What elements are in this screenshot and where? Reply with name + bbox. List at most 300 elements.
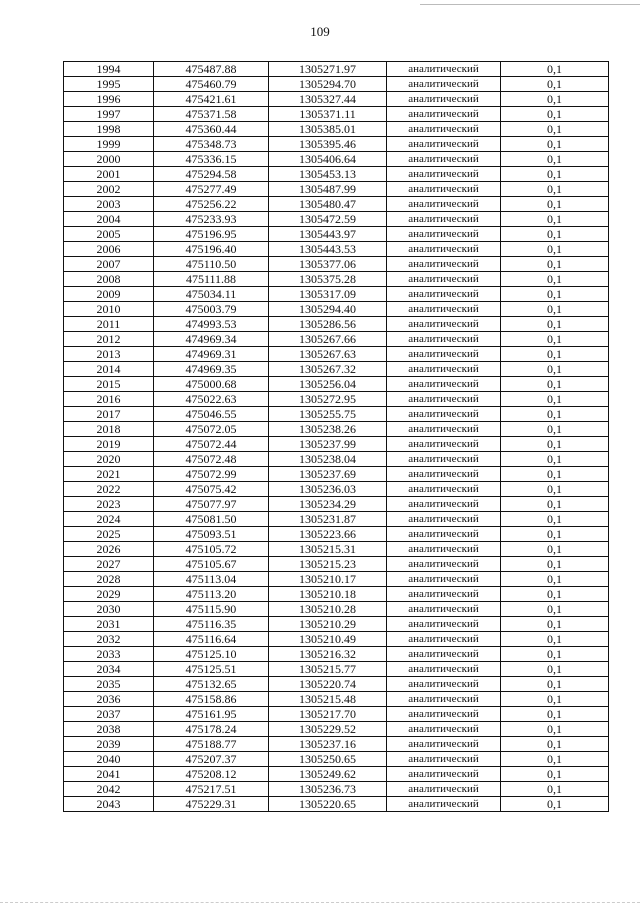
cell-point-number: 2009 (64, 287, 154, 302)
cell-x-coordinate: 475072.44 (154, 437, 269, 452)
cell-y-coordinate: 1305216.32 (269, 647, 387, 662)
cell-method: аналитический (387, 752, 501, 767)
cell-y-coordinate: 1305217.70 (269, 707, 387, 722)
cell-method: аналитический (387, 437, 501, 452)
table-row (64, 752, 609, 767)
cell-method: аналитический (387, 647, 501, 662)
table-row (64, 782, 609, 797)
cell-accuracy: 0,1 (501, 572, 609, 587)
cell-y-coordinate: 1305215.77 (269, 662, 387, 677)
cell-y-coordinate: 1305215.23 (269, 557, 387, 572)
cell-x-coordinate: 475081.50 (154, 512, 269, 527)
cell-method: аналитический (387, 362, 501, 377)
cell-point-number: 1995 (64, 77, 154, 92)
cell-accuracy: 0,1 (501, 287, 609, 302)
table-row (64, 722, 609, 737)
cell-point-number: 1994 (64, 62, 154, 77)
cell-method: аналитический (387, 542, 501, 557)
cell-x-coordinate: 475336.15 (154, 152, 269, 167)
cell-point-number: 2018 (64, 422, 154, 437)
cell-method: аналитический (387, 497, 501, 512)
cell-point-number: 2028 (64, 572, 154, 587)
cell-point-number: 2008 (64, 272, 154, 287)
cell-x-coordinate: 475277.49 (154, 182, 269, 197)
cell-point-number: 2043 (64, 797, 154, 812)
cell-y-coordinate: 1305375.28 (269, 272, 387, 287)
cell-accuracy: 0,1 (501, 392, 609, 407)
page-number: 109 (310, 24, 330, 39)
cell-point-number: 2012 (64, 332, 154, 347)
cell-x-coordinate: 475105.72 (154, 542, 269, 557)
cell-y-coordinate: 1305453.13 (269, 167, 387, 182)
cell-method: аналитический (387, 587, 501, 602)
table-row (64, 677, 609, 692)
cell-method: аналитический (387, 62, 501, 77)
cell-x-coordinate: 475348.73 (154, 137, 269, 152)
cell-x-coordinate: 474969.34 (154, 332, 269, 347)
table-row (64, 602, 609, 617)
cell-point-number: 2004 (64, 212, 154, 227)
cell-point-number: 2005 (64, 227, 154, 242)
cell-accuracy: 0,1 (501, 332, 609, 347)
cell-point-number: 1996 (64, 92, 154, 107)
cell-y-coordinate: 1305210.18 (269, 587, 387, 602)
cell-x-coordinate: 475046.55 (154, 407, 269, 422)
cell-accuracy: 0,1 (501, 182, 609, 197)
cell-method: аналитический (387, 317, 501, 332)
cell-method: аналитический (387, 482, 501, 497)
cell-y-coordinate: 1305327.44 (269, 92, 387, 107)
cell-accuracy: 0,1 (501, 302, 609, 317)
cell-x-coordinate: 475294.58 (154, 167, 269, 182)
table-row (64, 317, 609, 332)
cell-method: аналитический (387, 272, 501, 287)
cell-point-number: 2013 (64, 347, 154, 362)
table-row (64, 392, 609, 407)
cell-point-number: 2011 (64, 317, 154, 332)
cell-method: аналитический (387, 257, 501, 272)
cell-point-number: 2010 (64, 302, 154, 317)
cell-method: аналитический (387, 407, 501, 422)
cell-accuracy: 0,1 (501, 677, 609, 692)
cell-x-coordinate: 475188.77 (154, 737, 269, 752)
cell-x-coordinate: 475487.88 (154, 62, 269, 77)
cell-y-coordinate: 1305231.87 (269, 512, 387, 527)
cell-accuracy: 0,1 (501, 212, 609, 227)
table-row (64, 707, 609, 722)
cell-accuracy: 0,1 (501, 197, 609, 212)
cell-x-coordinate: 475158.86 (154, 692, 269, 707)
cell-method: аналитический (387, 737, 501, 752)
cell-x-coordinate: 475207.37 (154, 752, 269, 767)
cell-point-number: 2024 (64, 512, 154, 527)
cell-point-number: 2026 (64, 542, 154, 557)
table-row (64, 212, 609, 227)
table-row (64, 242, 609, 257)
cell-y-coordinate: 1305294.40 (269, 302, 387, 317)
cell-method: аналитический (387, 782, 501, 797)
table-row (64, 527, 609, 542)
table-row (64, 587, 609, 602)
cell-accuracy: 0,1 (501, 797, 609, 812)
cell-x-coordinate: 475460.79 (154, 77, 269, 92)
scan-edge-line-bottom (0, 902, 640, 903)
cell-method: аналитический (387, 152, 501, 167)
cell-y-coordinate: 1305377.06 (269, 257, 387, 272)
cell-accuracy: 0,1 (501, 317, 609, 332)
table-row (64, 362, 609, 377)
cell-point-number: 2016 (64, 392, 154, 407)
cell-accuracy: 0,1 (501, 62, 609, 77)
cell-method: аналитический (387, 197, 501, 212)
cell-method: аналитический (387, 137, 501, 152)
cell-point-number: 2021 (64, 467, 154, 482)
table-row (64, 137, 609, 152)
cell-accuracy: 0,1 (501, 632, 609, 647)
cell-y-coordinate: 1305443.53 (269, 242, 387, 257)
cell-point-number: 1999 (64, 137, 154, 152)
cell-method: аналитический (387, 632, 501, 647)
table-row (64, 92, 609, 107)
cell-method: аналитический (387, 377, 501, 392)
cell-x-coordinate: 474993.53 (154, 317, 269, 332)
cell-y-coordinate: 1305223.66 (269, 527, 387, 542)
cell-method: аналитический (387, 467, 501, 482)
cell-accuracy: 0,1 (501, 107, 609, 122)
cell-point-number: 2007 (64, 257, 154, 272)
cell-method: аналитический (387, 452, 501, 467)
table-row (64, 647, 609, 662)
cell-x-coordinate: 475256.22 (154, 197, 269, 212)
cell-point-number: 2042 (64, 782, 154, 797)
cell-y-coordinate: 1305267.66 (269, 332, 387, 347)
cell-point-number: 2033 (64, 647, 154, 662)
cell-accuracy: 0,1 (501, 377, 609, 392)
cell-y-coordinate: 1305443.97 (269, 227, 387, 242)
cell-x-coordinate: 475116.35 (154, 617, 269, 632)
cell-accuracy: 0,1 (501, 452, 609, 467)
table-row (64, 617, 609, 632)
coordinates-table (63, 61, 609, 812)
cell-method: аналитический (387, 602, 501, 617)
cell-point-number: 2037 (64, 707, 154, 722)
cell-method: аналитический (387, 707, 501, 722)
cell-x-coordinate: 475077.97 (154, 497, 269, 512)
table-row (64, 272, 609, 287)
cell-point-number: 2017 (64, 407, 154, 422)
cell-x-coordinate: 474969.35 (154, 362, 269, 377)
cell-method: аналитический (387, 302, 501, 317)
cell-method: аналитический (387, 92, 501, 107)
cell-x-coordinate: 475111.88 (154, 272, 269, 287)
cell-accuracy: 0,1 (501, 512, 609, 527)
cell-method: аналитический (387, 107, 501, 122)
cell-method: аналитический (387, 662, 501, 677)
cell-y-coordinate: 1305236.03 (269, 482, 387, 497)
cell-method: аналитический (387, 182, 501, 197)
cell-method: аналитический (387, 512, 501, 527)
table-row (64, 167, 609, 182)
cell-y-coordinate: 1305487.99 (269, 182, 387, 197)
cell-x-coordinate: 475022.63 (154, 392, 269, 407)
cell-accuracy: 0,1 (501, 272, 609, 287)
cell-y-coordinate: 1305385.01 (269, 122, 387, 137)
cell-x-coordinate: 475093.51 (154, 527, 269, 542)
cell-point-number: 2031 (64, 617, 154, 632)
table-row (64, 182, 609, 197)
cell-x-coordinate: 475115.90 (154, 602, 269, 617)
cell-y-coordinate: 1305395.46 (269, 137, 387, 152)
cell-point-number: 2036 (64, 692, 154, 707)
cell-y-coordinate: 1305210.28 (269, 602, 387, 617)
cell-y-coordinate: 1305238.26 (269, 422, 387, 437)
table-row (64, 632, 609, 647)
cell-x-coordinate: 475000.68 (154, 377, 269, 392)
cell-accuracy: 0,1 (501, 92, 609, 107)
cell-method: аналитический (387, 227, 501, 242)
cell-point-number: 2038 (64, 722, 154, 737)
cell-method: аналитический (387, 557, 501, 572)
cell-x-coordinate: 475132.65 (154, 677, 269, 692)
cell-method: аналитический (387, 797, 501, 812)
cell-x-coordinate: 475072.48 (154, 452, 269, 467)
cell-y-coordinate: 1305220.65 (269, 797, 387, 812)
cell-y-coordinate: 1305286.56 (269, 317, 387, 332)
cell-accuracy: 0,1 (501, 722, 609, 737)
cell-point-number: 2003 (64, 197, 154, 212)
cell-point-number: 2020 (64, 452, 154, 467)
cell-method: аналитический (387, 617, 501, 632)
cell-point-number: 2023 (64, 497, 154, 512)
cell-point-number: 1997 (64, 107, 154, 122)
cell-accuracy: 0,1 (501, 602, 609, 617)
cell-accuracy: 0,1 (501, 242, 609, 257)
cell-method: аналитический (387, 572, 501, 587)
table-row (64, 437, 609, 452)
cell-method: аналитический (387, 527, 501, 542)
cell-x-coordinate: 475196.40 (154, 242, 269, 257)
cell-x-coordinate: 475034.11 (154, 287, 269, 302)
cell-accuracy: 0,1 (501, 497, 609, 512)
table-row (64, 347, 609, 362)
cell-accuracy: 0,1 (501, 557, 609, 572)
cell-x-coordinate: 475075.42 (154, 482, 269, 497)
table-row (64, 377, 609, 392)
cell-point-number: 2002 (64, 182, 154, 197)
cell-y-coordinate: 1305220.74 (269, 677, 387, 692)
cell-point-number: 2030 (64, 602, 154, 617)
cell-method: аналитический (387, 692, 501, 707)
cell-accuracy: 0,1 (501, 137, 609, 152)
cell-method: аналитический (387, 422, 501, 437)
cell-accuracy: 0,1 (501, 467, 609, 482)
cell-y-coordinate: 1305272.95 (269, 392, 387, 407)
cell-x-coordinate: 475178.24 (154, 722, 269, 737)
table-row (64, 452, 609, 467)
cell-x-coordinate: 475105.67 (154, 557, 269, 572)
cell-method: аналитический (387, 722, 501, 737)
cell-point-number: 2014 (64, 362, 154, 377)
cell-point-number: 2022 (64, 482, 154, 497)
cell-y-coordinate: 1305480.47 (269, 197, 387, 212)
cell-x-coordinate: 475110.50 (154, 257, 269, 272)
cell-accuracy: 0,1 (501, 782, 609, 797)
cell-point-number: 1998 (64, 122, 154, 137)
cell-accuracy: 0,1 (501, 527, 609, 542)
cell-y-coordinate: 1305256.04 (269, 377, 387, 392)
cell-y-coordinate: 1305250.65 (269, 752, 387, 767)
cell-method: аналитический (387, 77, 501, 92)
cell-method: аналитический (387, 332, 501, 347)
cell-y-coordinate: 1305210.17 (269, 572, 387, 587)
table-row (64, 197, 609, 212)
cell-y-coordinate: 1305271.97 (269, 62, 387, 77)
table-row (64, 482, 609, 497)
cell-point-number: 2034 (64, 662, 154, 677)
cell-y-coordinate: 1305267.63 (269, 347, 387, 362)
cell-method: аналитический (387, 767, 501, 782)
cell-point-number: 2039 (64, 737, 154, 752)
cell-accuracy: 0,1 (501, 767, 609, 782)
cell-y-coordinate: 1305236.73 (269, 782, 387, 797)
cell-accuracy: 0,1 (501, 542, 609, 557)
cell-point-number: 2000 (64, 152, 154, 167)
cell-x-coordinate: 475360.44 (154, 122, 269, 137)
cell-accuracy: 0,1 (501, 692, 609, 707)
cell-accuracy: 0,1 (501, 422, 609, 437)
cell-point-number: 2019 (64, 437, 154, 452)
cell-y-coordinate: 1305237.69 (269, 467, 387, 482)
table-row (64, 497, 609, 512)
cell-y-coordinate: 1305267.32 (269, 362, 387, 377)
cell-accuracy: 0,1 (501, 647, 609, 662)
table-row (64, 122, 609, 137)
table-row (64, 257, 609, 272)
cell-point-number: 2032 (64, 632, 154, 647)
cell-y-coordinate: 1305371.11 (269, 107, 387, 122)
cell-point-number: 2001 (64, 167, 154, 182)
cell-x-coordinate: 475161.95 (154, 707, 269, 722)
cell-x-coordinate: 475196.95 (154, 227, 269, 242)
cell-y-coordinate: 1305210.49 (269, 632, 387, 647)
cell-method: аналитический (387, 677, 501, 692)
cell-y-coordinate: 1305215.31 (269, 542, 387, 557)
table-row (64, 542, 609, 557)
cell-accuracy: 0,1 (501, 737, 609, 752)
cell-y-coordinate: 1305472.59 (269, 212, 387, 227)
table-row (64, 77, 609, 92)
cell-method: аналитический (387, 347, 501, 362)
cell-accuracy: 0,1 (501, 362, 609, 377)
table-row (64, 557, 609, 572)
cell-accuracy: 0,1 (501, 77, 609, 92)
table-row (64, 767, 609, 782)
cell-y-coordinate: 1305255.75 (269, 407, 387, 422)
table-row (64, 692, 609, 707)
cell-method: аналитический (387, 287, 501, 302)
table-row (64, 662, 609, 677)
cell-x-coordinate: 475125.10 (154, 647, 269, 662)
cell-method: аналитический (387, 212, 501, 227)
table-row (64, 467, 609, 482)
cell-y-coordinate: 1305210.29 (269, 617, 387, 632)
cell-accuracy: 0,1 (501, 587, 609, 602)
cell-accuracy: 0,1 (501, 707, 609, 722)
cell-x-coordinate: 475003.79 (154, 302, 269, 317)
cell-accuracy: 0,1 (501, 437, 609, 452)
cell-y-coordinate: 1305294.70 (269, 77, 387, 92)
cell-accuracy: 0,1 (501, 482, 609, 497)
cell-accuracy: 0,1 (501, 662, 609, 677)
cell-accuracy: 0,1 (501, 227, 609, 242)
cell-x-coordinate: 475125.51 (154, 662, 269, 677)
cell-accuracy: 0,1 (501, 752, 609, 767)
table-row (64, 797, 609, 812)
cell-x-coordinate: 475116.64 (154, 632, 269, 647)
cell-accuracy: 0,1 (501, 122, 609, 137)
cell-x-coordinate: 475229.31 (154, 797, 269, 812)
table-row (64, 572, 609, 587)
cell-point-number: 2006 (64, 242, 154, 257)
cell-point-number: 2025 (64, 527, 154, 542)
cell-y-coordinate: 1305238.04 (269, 452, 387, 467)
cell-x-coordinate: 475233.93 (154, 212, 269, 227)
cell-x-coordinate: 475113.04 (154, 572, 269, 587)
cell-x-coordinate: 475113.20 (154, 587, 269, 602)
cell-point-number: 2035 (64, 677, 154, 692)
cell-accuracy: 0,1 (501, 617, 609, 632)
table-row (64, 62, 609, 77)
table-row (64, 422, 609, 437)
cell-x-coordinate: 475421.61 (154, 92, 269, 107)
cell-x-coordinate: 475072.05 (154, 422, 269, 437)
cell-point-number: 2029 (64, 587, 154, 602)
cell-y-coordinate: 1305234.29 (269, 497, 387, 512)
cell-point-number: 2041 (64, 767, 154, 782)
cell-method: аналитический (387, 242, 501, 257)
cell-accuracy: 0,1 (501, 257, 609, 272)
table-row (64, 407, 609, 422)
cell-point-number: 2027 (64, 557, 154, 572)
cell-accuracy: 0,1 (501, 407, 609, 422)
cell-accuracy: 0,1 (501, 152, 609, 167)
table-row (64, 302, 609, 317)
cell-accuracy: 0,1 (501, 167, 609, 182)
coordinates-table-body (64, 62, 609, 812)
table-row (64, 737, 609, 752)
cell-y-coordinate: 1305249.62 (269, 767, 387, 782)
cell-x-coordinate: 475072.99 (154, 467, 269, 482)
table-row (64, 287, 609, 302)
cell-method: аналитический (387, 122, 501, 137)
cell-y-coordinate: 1305237.16 (269, 737, 387, 752)
cell-x-coordinate: 474969.31 (154, 347, 269, 362)
cell-y-coordinate: 1305215.48 (269, 692, 387, 707)
table-row (64, 107, 609, 122)
table-row (64, 512, 609, 527)
cell-method: аналитический (387, 392, 501, 407)
cell-y-coordinate: 1305229.52 (269, 722, 387, 737)
cell-x-coordinate: 475217.51 (154, 782, 269, 797)
table-row (64, 152, 609, 167)
cell-method: аналитический (387, 167, 501, 182)
cell-accuracy: 0,1 (501, 347, 609, 362)
cell-point-number: 2015 (64, 377, 154, 392)
cell-y-coordinate: 1305237.99 (269, 437, 387, 452)
cell-y-coordinate: 1305406.64 (269, 152, 387, 167)
scan-edge-line (420, 4, 640, 5)
table-row (64, 332, 609, 347)
